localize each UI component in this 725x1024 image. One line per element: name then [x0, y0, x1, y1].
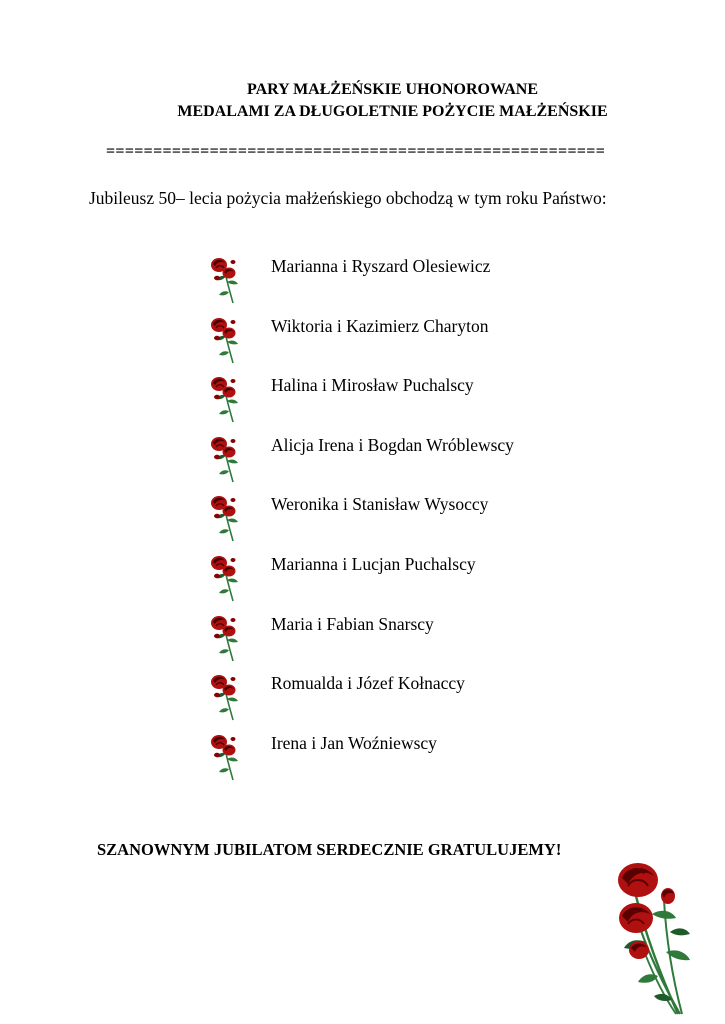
couple-name: Weronika i Stanisław Wysoccy [271, 494, 489, 515]
couple-name: Alicja Irena i Bogdan Wróblewscy [271, 434, 514, 455]
couple-name: Halina i Mirosław Puchalscy [271, 375, 474, 396]
list-item [205, 669, 605, 729]
rose-icon [205, 312, 245, 364]
list-item [205, 371, 605, 431]
rose-icon [205, 431, 245, 483]
rose-icon [205, 252, 245, 304]
closing-greeting: SZANOWNYM JUBILATOM SERDECZNIE GRATULUJEMY! [97, 840, 562, 859]
couple-name: Maria i Fabian Snarscy [271, 613, 434, 634]
list-item [205, 252, 605, 312]
list-item [205, 312, 605, 372]
rose-icon [205, 550, 245, 602]
separator-line: ===================================================== [106, 143, 606, 160]
intro-text: Jubileusz 50– lecia pożycia małżeńskiego obchodzą w tym roku Państwo: [89, 188, 607, 208]
page-title-line2: MEDALAMI ZA DŁUGOLETNIE POŻYCIE MAŁŻEŃSKIE [177, 103, 608, 120]
page-title-line1: PARY MAŁŻEŃSKIE UHONOROWANE [246, 81, 538, 98]
list-item [205, 729, 605, 789]
list-item [205, 610, 605, 670]
couple-name: Wiktoria i Kazimierz Charyton [271, 315, 489, 336]
couples-list [205, 252, 605, 788]
couple-name: Marianna i Lucjan Puchalscy [271, 553, 476, 574]
couple-name: Irena i Jan Woźniewscy [271, 732, 437, 753]
list-item [205, 490, 605, 550]
rose-icon [205, 490, 245, 542]
roses-bouquet-icon [606, 856, 706, 1016]
rose-icon [205, 669, 245, 721]
list-item [205, 431, 605, 491]
rose-icon [205, 729, 245, 781]
rose-icon [205, 371, 245, 423]
list-item [205, 550, 605, 610]
rose-icon [205, 610, 245, 662]
couple-name: Romualda i Józef Kołnaccy [271, 673, 465, 694]
couple-name: Marianna i Ryszard Olesiewicz [271, 256, 491, 276]
